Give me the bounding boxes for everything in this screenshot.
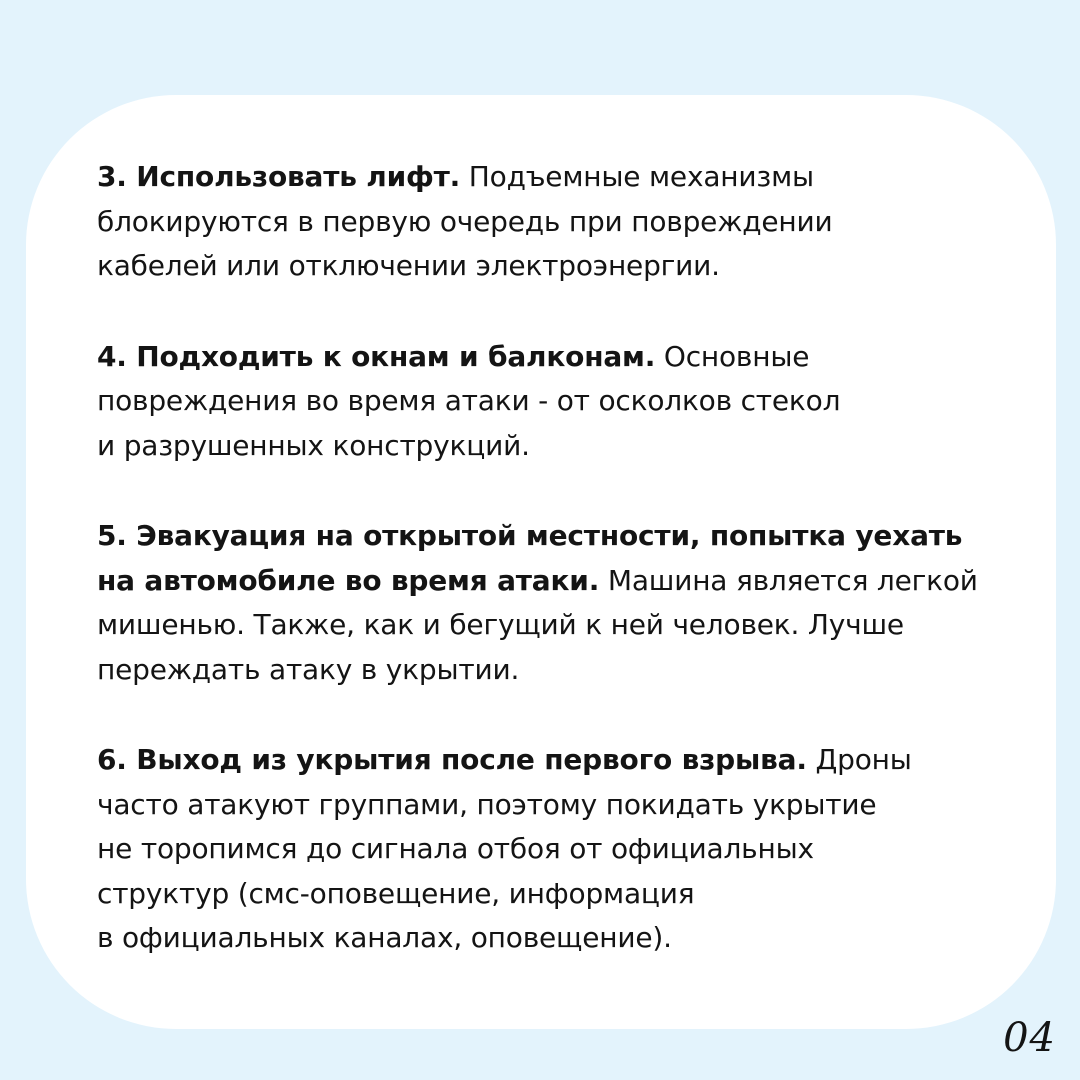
list-item xyxy=(97,155,1047,289)
text-line: в официальных каналах, оповещение). xyxy=(97,921,672,954)
mistakes-list xyxy=(97,155,1047,961)
item-title: 3. Использовать лифт. xyxy=(97,160,461,193)
text-line xyxy=(97,155,1047,200)
text-line xyxy=(97,738,1047,783)
text-line: структур (смс-оповещение, информация xyxy=(97,876,695,910)
item-text: Машина является легкой xyxy=(599,563,978,597)
item-text: Основные xyxy=(655,339,810,373)
text-line xyxy=(97,559,1047,604)
item-title: 5. Эвакуация на открытой местности, попытка уехать xyxy=(97,519,963,552)
text-line: повреждения во время атаки - от осколков стекол xyxy=(97,384,841,417)
list-item xyxy=(97,514,1047,692)
text-line: не торопимся до сигнала отбоя от официальных xyxy=(97,832,814,865)
list-item xyxy=(97,335,1047,469)
text-line xyxy=(97,335,1047,380)
item-title: 4. Подходить к окнам и балконам. xyxy=(97,339,656,373)
text-line: и разрушенных конструкций. xyxy=(97,428,530,462)
item-text: Дроны xyxy=(806,743,912,776)
text-line: блокируются в первую очередь при повреждении xyxy=(97,204,833,238)
item-text: Подъемные механизмы xyxy=(460,160,814,193)
page-number: 04 xyxy=(1003,1015,1056,1061)
text-line: кабелей или отключении электроэнергии. xyxy=(97,249,720,282)
list-item xyxy=(97,738,1047,961)
text-line: переждать атаку в укрытии. xyxy=(97,652,520,686)
text-line: мишенью. Также, как и бегущий к ней человек. Лучше xyxy=(97,608,904,641)
item-title: 6. Выход из укрытия после первого взрыва. xyxy=(97,743,807,776)
item-title: на автомобиле во время атаки. xyxy=(97,563,600,597)
text-line: часто атакуют группами, поэтому покидать укрытие xyxy=(97,787,877,821)
